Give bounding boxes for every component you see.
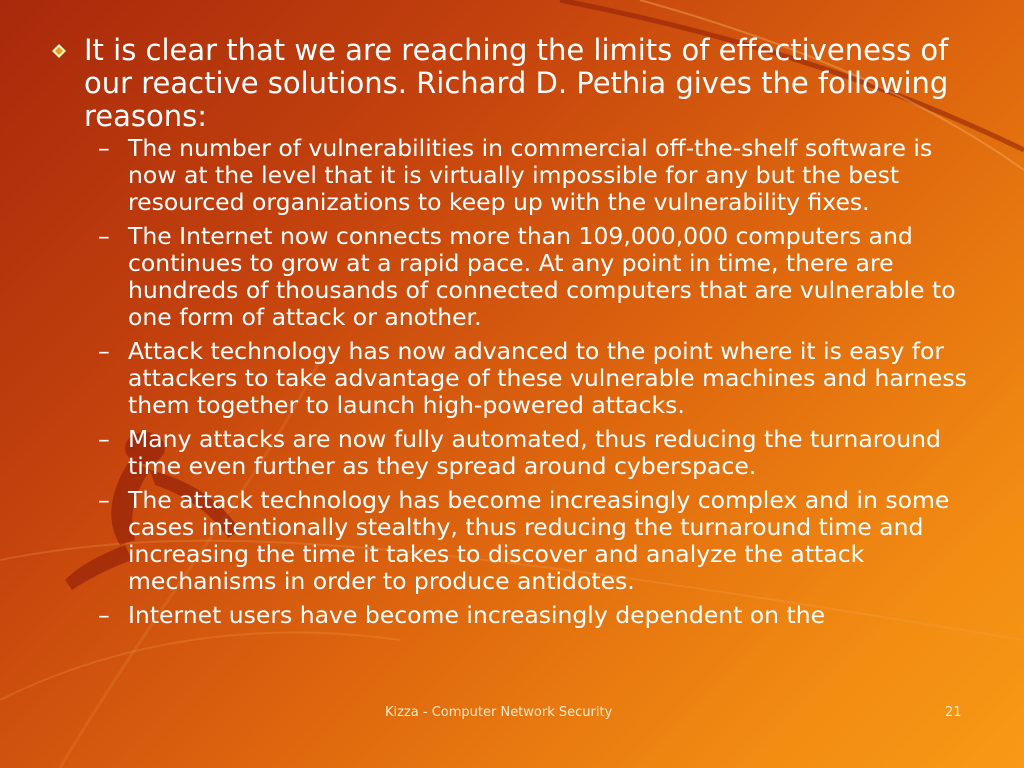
sub-bullet-item xyxy=(48,426,988,480)
main-bullet xyxy=(48,34,988,133)
dash-bullet-icon: – xyxy=(98,134,110,162)
sub-bullet-text: Internet users have become increasingly dependent on the xyxy=(128,601,826,629)
dash-bullet-icon: – xyxy=(98,601,110,629)
sub-bullet-list xyxy=(48,135,988,629)
sub-bullet-text: Attack technology has now advanced to the point where it is easy for attackers to take advantage of these vulnerable machines and harness them together to launch high-powered attacks. xyxy=(128,337,967,419)
sub-bullet-item xyxy=(48,602,988,629)
diamond-bullet-icon xyxy=(52,44,66,58)
sub-bullet-text: The attack technology has become increasingly complex and in some cases intentionally stealthy, thus reducing the turnaround time and increasing the time it takes to discover and analyze the attack mechanisms in order to produce antidotes. xyxy=(128,486,950,595)
sub-bullet-text: The number of vulnerabilities in commercial off-the-shelf software is now at the level that it is virtually impossible for any but the best resourced organizations to keep up with the vulnerability fixes. xyxy=(128,134,933,216)
sub-bullet-text: The Internet now connects more than 109,000,000 computers and continues to grow at a rapid pace. At any point in time, there are hundreds of thousands of connected computers that are vulnerable to one form of attack or another. xyxy=(128,222,956,331)
dash-bullet-icon: – xyxy=(98,486,110,514)
slide-body xyxy=(48,34,988,636)
sub-bullet-item xyxy=(48,338,988,419)
sub-bullet-item xyxy=(48,223,988,331)
dash-bullet-icon: – xyxy=(98,337,110,365)
dash-bullet-icon: – xyxy=(98,222,110,250)
dash-bullet-icon: – xyxy=(98,425,110,453)
sub-bullet-text: Many attacks are now fully automated, thus reducing the turnaround time even further as they spread around cyberspace. xyxy=(128,425,941,480)
page-number: 21 xyxy=(945,705,962,720)
main-bullet-text: It is clear that we are reaching the limits of effectiveness of our reactive solutions. Richard D. Pethia gives the following reasons: xyxy=(84,33,949,133)
sub-bullet-item xyxy=(48,135,988,216)
footer-text: Kizza - Computer Network Security xyxy=(385,705,613,720)
sub-bullet-item xyxy=(48,487,988,595)
